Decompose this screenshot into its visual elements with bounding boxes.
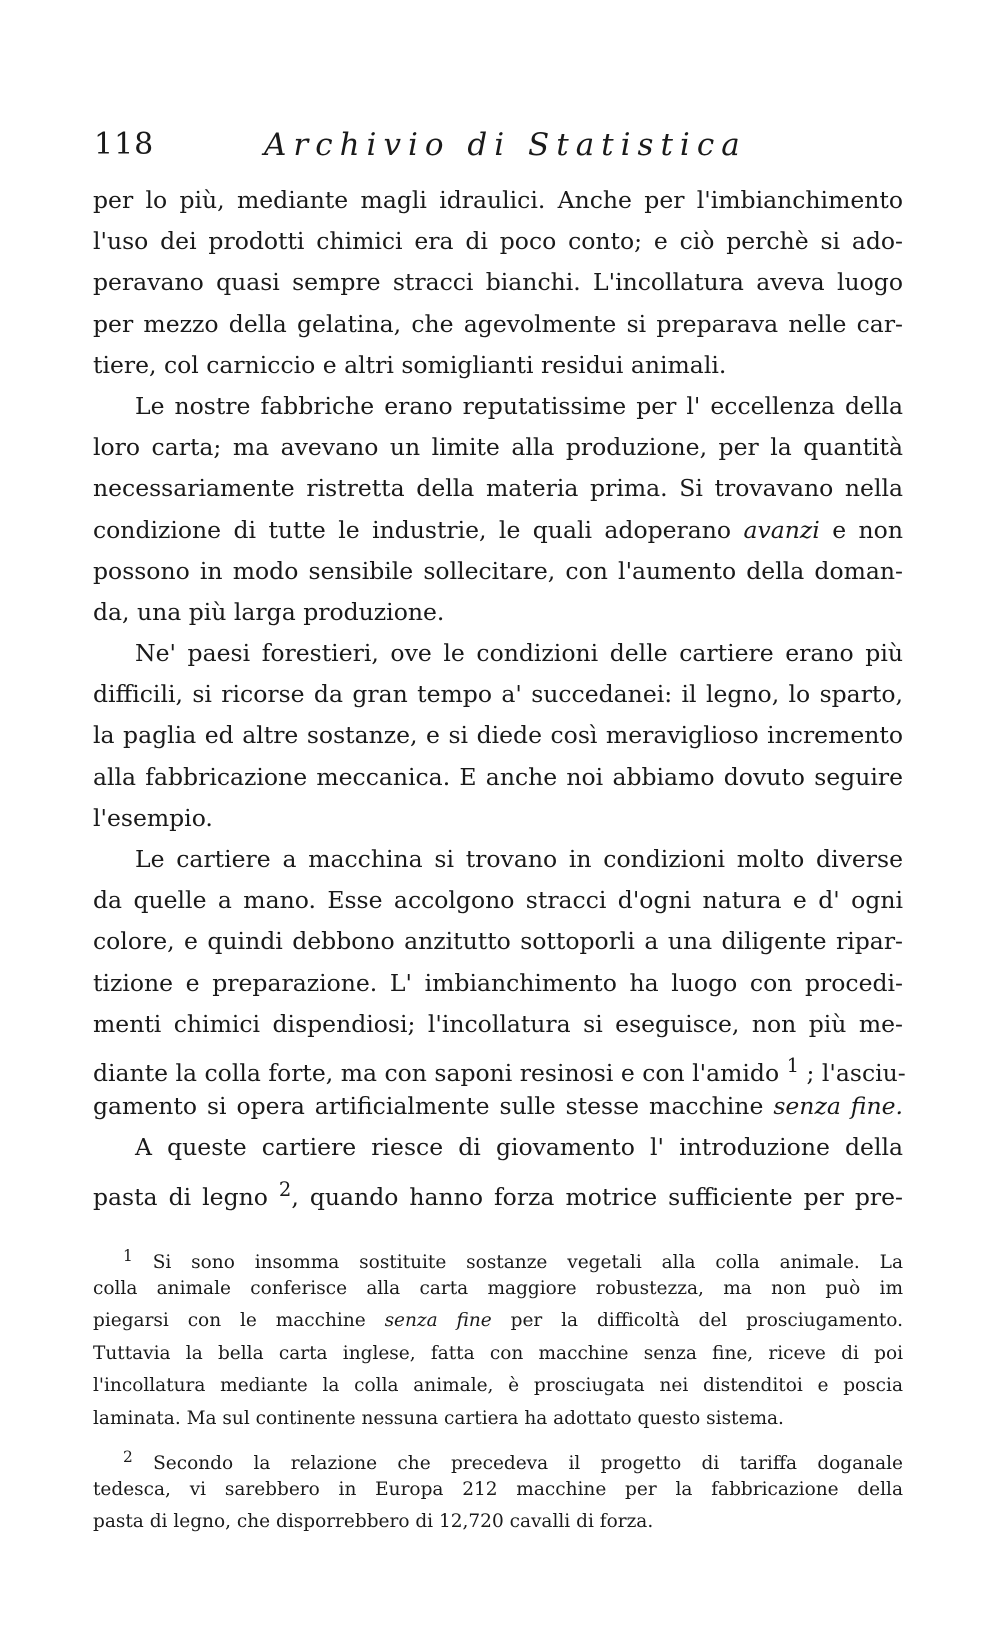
text-line — [93, 1045, 906, 1087]
italic-word: avanzi — [743, 515, 820, 544]
footnote-line: l'incollatura mediante la colla animale, è prosciugata nei distenditoi e poscia — [93, 1375, 903, 1396]
text-line: l'uso dei prodotti chimici era di poco conto; e ciò perchè si ado- — [93, 227, 903, 256]
footnote-marker: 1 — [786, 1053, 800, 1077]
footnote-line: Tuttavia la bella carta inglese, fatta con macchine senza fine, riceve di poi — [93, 1342, 903, 1364]
footnote-number: 2 — [123, 1448, 133, 1466]
text-line: da, una più larga produzione. — [93, 597, 445, 626]
text-line — [93, 510, 903, 551]
text-line: l'esempio. — [93, 803, 213, 832]
text-run: , quando hanno forza motrice sufficiente per pre- — [291, 1182, 903, 1211]
text-run: pasta di legno — [93, 1182, 268, 1211]
text-line: la paglia ed altre sostanze, e si diede così meraviglioso incremento — [93, 721, 903, 750]
italic-word: senza fine — [384, 1310, 492, 1331]
footnotes — [93, 1240, 903, 1539]
text-run: condizione di tutte le industrie, le quali adoperano — [93, 515, 732, 544]
text-line: da quelle a mano. Esse accolgono stracci d'ogni natura e d' ogni — [93, 886, 903, 915]
footnote-line: pasta di legno, che disporrebbero di 12,720 cavalli di forza. — [93, 1511, 654, 1532]
text-line: tizione e preparazione. L' imbianchimento ha luogo con procedi- — [93, 968, 903, 997]
footnote-marker: 2 — [278, 1177, 292, 1201]
text-line: menti chimici dispendiosi; l'incollatura si eseguisce, non più me- — [93, 1009, 903, 1038]
text-line: Le nostre fabbriche erano reputatissime per l' eccellenza della — [135, 391, 903, 420]
text-line: colore, e quindi debbono anzitutto sottoporli a una diligente ripar- — [93, 927, 903, 956]
footnote-line — [93, 1240, 903, 1273]
text-line: difficili, si ricorse da gran tempo a' succedanei: il legno, lo sparto, — [93, 680, 903, 709]
footnote-number: 1 — [123, 1247, 133, 1265]
text-run: gamento si opera artificialmente sulle stesse macchine — [93, 1092, 764, 1121]
text-line: peravano quasi sempre stracci bianchi. L'incollatura aveva luogo — [93, 268, 903, 297]
text-run: ; l'asciu- — [806, 1058, 906, 1087]
footnote-line: laminata. Ma sul continente nessuna cartiera ha adottato questo sistema. — [93, 1407, 784, 1429]
text-line: per lo più, mediante magli idraulici. Anche per l'imbianchimento — [93, 186, 903, 214]
text-run: Si sono insomma sostituite sostanze vegetali alla colla animale. La — [152, 1252, 903, 1274]
text-line: alla fabbricazione meccanica. E anche noi abbiamo dovuto seguire — [93, 762, 903, 791]
text-run: Secondo la relazione che precedeva il progetto di tariffa doganale — [153, 1453, 903, 1475]
text-line: necessariamente ristretta della materia prima. Si trovavano nella — [93, 474, 903, 503]
text-run: piegarsi con le macchine — [93, 1310, 366, 1331]
running-head — [94, 127, 894, 175]
footnote-line — [93, 1305, 903, 1338]
footnote-line: colla animale conferisce alla carta maggiore robustezza, ma non può im — [93, 1277, 903, 1299]
text-line: Le cartiere a macchina si trovano in condizioni molto diverse — [135, 845, 903, 873]
text-run: per la difficoltà del prosciugamento. — [510, 1310, 903, 1331]
text-line: possono in modo sensibile sollecitare, con l'aumento della doman- — [93, 556, 903, 585]
text-line — [93, 1169, 903, 1210]
page-number: 118 — [94, 127, 155, 162]
footnote-line: tedesca, vi sarebbero in Europa 212 macchine per la fabbricazione della — [93, 1478, 903, 1500]
text-line: per mezzo della gelatina, che agevolmente si preparava nelle car- — [93, 309, 903, 338]
text-line: loro carta; ma avevano un limite alla produzione, per la quantità — [93, 433, 903, 462]
text-line: Ne' paesi forestieri, ove le condizioni delle cartiere erano più — [135, 639, 903, 668]
text-run: diante la colla forte, ma con saponi resinosi e con l'amido — [93, 1058, 780, 1087]
italic-word: senza fine. — [773, 1092, 903, 1121]
body-text — [93, 180, 906, 1211]
running-title: Archivio di Statistica — [264, 127, 747, 163]
text-line — [93, 1086, 903, 1127]
text-run: e non — [832, 515, 903, 544]
text-line: tiere, col carniccio e altri somiglianti residui animali. — [93, 350, 727, 379]
text-line: A queste cartiere riesce di giovamento l' introduzione della — [135, 1133, 903, 1162]
footnote-line — [93, 1441, 903, 1474]
